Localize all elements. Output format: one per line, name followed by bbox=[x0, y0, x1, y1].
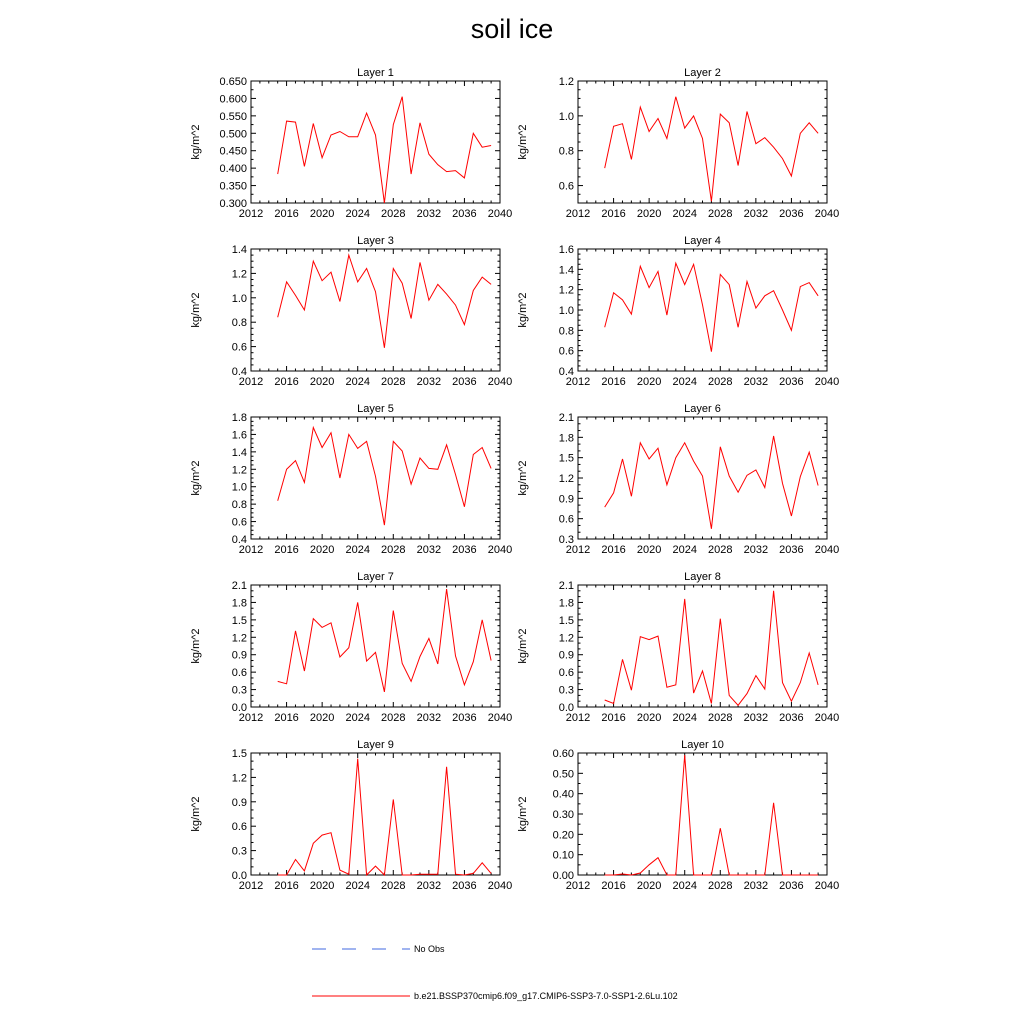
x-tick-label: 2016 bbox=[601, 880, 626, 892]
x-tick-label: 2020 bbox=[309, 712, 335, 724]
x-tick-label: 2032 bbox=[743, 544, 769, 556]
x-tick-label: 2024 bbox=[672, 376, 697, 388]
y-tick-label: 1.8 bbox=[558, 597, 574, 610]
y-tick-label: 1.5 bbox=[231, 748, 247, 760]
x-tick-label: 2024 bbox=[672, 544, 697, 556]
x-tick-label: 2024 bbox=[345, 880, 370, 892]
y-tick-label: 0.9 bbox=[558, 493, 574, 506]
y-axis-label: kg/m^2 bbox=[190, 460, 202, 496]
chart-panel-3 bbox=[190, 235, 512, 388]
x-tick-label: 2020 bbox=[309, 544, 335, 556]
x-tick-label: 2032 bbox=[416, 376, 442, 388]
y-axis-label: kg/m^2 bbox=[190, 628, 202, 664]
y-tick-label: 2.1 bbox=[231, 580, 247, 592]
x-tick-label: 2016 bbox=[601, 544, 626, 556]
series-line-1 bbox=[605, 436, 818, 529]
x-tick-label: 2036 bbox=[452, 208, 477, 220]
x-tick-label: 2036 bbox=[779, 544, 804, 556]
x-tick-label: 2040 bbox=[487, 544, 513, 556]
y-axis-label: kg/m^2 bbox=[517, 796, 529, 832]
y-tick-label: 0.450 bbox=[219, 145, 247, 158]
x-tick-label: 2012 bbox=[238, 880, 264, 892]
y-tick-label: 0.00 bbox=[552, 870, 574, 882]
x-tick-label: 2036 bbox=[779, 376, 804, 388]
x-tick-label: 2012 bbox=[238, 208, 264, 220]
x-tick-label: 2032 bbox=[743, 376, 769, 388]
series-line-1 bbox=[278, 759, 491, 875]
y-tick-label: 1.0 bbox=[231, 292, 247, 305]
y-tick-label: 0.6 bbox=[231, 341, 247, 354]
panel-title: Layer 5 bbox=[357, 403, 394, 415]
x-tick-label: 2040 bbox=[487, 376, 513, 388]
y-tick-label: 1.8 bbox=[231, 412, 247, 424]
y-tick-label: 1.2 bbox=[231, 464, 247, 477]
y-tick-label: 1.2 bbox=[558, 632, 574, 645]
y-tick-label: 1.5 bbox=[558, 614, 574, 627]
x-tick-label: 2032 bbox=[743, 712, 769, 724]
x-tick-label: 2020 bbox=[636, 208, 662, 220]
x-tick-label: 2032 bbox=[743, 208, 769, 220]
series-line-1 bbox=[278, 255, 491, 348]
x-tick-label: 2016 bbox=[274, 376, 299, 388]
y-tick-label: 0.20 bbox=[552, 829, 574, 842]
y-tick-label: 0.10 bbox=[552, 849, 574, 862]
series-line-1 bbox=[605, 263, 818, 352]
x-tick-label: 2016 bbox=[601, 376, 626, 388]
x-tick-label: 2020 bbox=[309, 208, 335, 220]
x-tick-label: 2036 bbox=[452, 880, 477, 892]
y-tick-label: 1.6 bbox=[558, 244, 574, 256]
panel-title: Layer 1 bbox=[357, 67, 394, 79]
y-tick-label: 1.5 bbox=[558, 452, 574, 465]
y-tick-label: 0.6 bbox=[231, 667, 247, 680]
x-tick-label: 2028 bbox=[708, 880, 733, 892]
series-line-1 bbox=[605, 591, 818, 706]
x-tick-label: 2028 bbox=[381, 880, 406, 892]
y-tick-label: 0.550 bbox=[219, 110, 247, 123]
x-tick-label: 2012 bbox=[565, 712, 591, 724]
y-tick-label: 0.3 bbox=[558, 684, 574, 697]
chart-panel-10 bbox=[517, 739, 839, 892]
y-tick-label: 1.4 bbox=[231, 446, 247, 459]
x-tick-label: 2016 bbox=[274, 544, 299, 556]
panel-title: Layer 10 bbox=[681, 739, 724, 751]
y-tick-label: 0.8 bbox=[558, 145, 574, 158]
chart-panel-7 bbox=[190, 571, 512, 724]
y-tick-label: 0.650 bbox=[219, 76, 247, 88]
panel-title: Layer 3 bbox=[357, 235, 394, 247]
x-tick-label: 2020 bbox=[636, 544, 662, 556]
panel-title: Layer 2 bbox=[684, 67, 721, 79]
x-tick-label: 2028 bbox=[381, 208, 406, 220]
y-tick-label: 2.1 bbox=[558, 412, 574, 424]
chart-panel-4 bbox=[517, 235, 839, 388]
chart-panel-5 bbox=[190, 403, 512, 556]
y-tick-label: 0.6 bbox=[231, 516, 247, 529]
y-tick-label: 1.5 bbox=[231, 614, 247, 627]
y-tick-label: 1.0 bbox=[558, 110, 574, 123]
y-tick-label: 0.9 bbox=[558, 649, 574, 662]
x-tick-label: 2036 bbox=[452, 712, 477, 724]
y-tick-label: 0.500 bbox=[219, 128, 247, 141]
series-line-1 bbox=[605, 755, 818, 875]
legend-label-obs: No Obs bbox=[414, 944, 445, 954]
x-tick-label: 2040 bbox=[487, 880, 513, 892]
chart-panel-9 bbox=[190, 739, 512, 892]
x-tick-label: 2012 bbox=[565, 880, 591, 892]
x-tick-label: 2040 bbox=[814, 712, 840, 724]
x-tick-label: 2040 bbox=[814, 208, 840, 220]
y-tick-label: 0.4 bbox=[231, 534, 247, 546]
y-tick-label: 1.0 bbox=[558, 305, 574, 317]
y-tick-label: 0.8 bbox=[231, 499, 247, 512]
x-tick-label: 2028 bbox=[708, 712, 733, 724]
y-tick-label: 0.50 bbox=[552, 768, 574, 781]
y-tick-label: 1.8 bbox=[231, 597, 247, 610]
y-tick-label: 1.6 bbox=[231, 429, 247, 442]
y-axis-label: kg/m^2 bbox=[517, 460, 529, 496]
chart-panel-2 bbox=[517, 67, 839, 220]
y-tick-label: 0.600 bbox=[219, 93, 247, 106]
chart-panel-6 bbox=[517, 403, 839, 556]
panel-title: Layer 8 bbox=[684, 571, 721, 583]
series-line-1 bbox=[278, 589, 491, 692]
x-tick-label: 2016 bbox=[274, 712, 299, 724]
x-tick-label: 2028 bbox=[381, 544, 406, 556]
plot-frame bbox=[251, 249, 500, 371]
chart-panel-1 bbox=[190, 67, 512, 220]
x-tick-label: 2036 bbox=[779, 712, 804, 724]
x-tick-label: 2012 bbox=[565, 376, 591, 388]
plot-frame bbox=[578, 753, 827, 875]
y-tick-label: 1.4 bbox=[558, 264, 574, 277]
y-tick-label: 0.8 bbox=[231, 317, 247, 330]
y-tick-label: 1.2 bbox=[558, 284, 574, 297]
legend-lines bbox=[312, 949, 410, 996]
y-axis-label: kg/m^2 bbox=[517, 292, 529, 328]
x-tick-label: 2040 bbox=[814, 880, 840, 892]
x-tick-label: 2040 bbox=[487, 208, 513, 220]
plot-frame bbox=[578, 249, 827, 371]
x-tick-label: 2024 bbox=[672, 208, 697, 220]
y-tick-label: 1.4 bbox=[231, 244, 247, 256]
x-tick-label: 2028 bbox=[708, 208, 733, 220]
panel-title: Layer 6 bbox=[684, 403, 721, 415]
panel-title: Layer 9 bbox=[357, 739, 394, 751]
legend-label-model: b.e21.BSSP370cmip6.f09_g17.CMIP6-SSP3-7.0-SSP1-2.6Lu.102 bbox=[414, 991, 678, 1001]
x-tick-label: 2012 bbox=[565, 208, 591, 220]
y-tick-label: 0.0 bbox=[231, 870, 247, 882]
y-tick-label: 1.2 bbox=[231, 268, 247, 281]
y-axis-label: kg/m^2 bbox=[517, 124, 529, 160]
chart-panel-8 bbox=[517, 571, 839, 724]
y-tick-label: 0.8 bbox=[558, 325, 574, 338]
y-tick-label: 0.0 bbox=[231, 702, 247, 714]
x-tick-label: 2016 bbox=[274, 208, 299, 220]
y-tick-label: 0.0 bbox=[558, 702, 574, 714]
x-tick-label: 2032 bbox=[416, 544, 442, 556]
x-tick-label: 2036 bbox=[779, 880, 804, 892]
y-tick-label: 0.4 bbox=[231, 366, 247, 378]
x-tick-label: 2024 bbox=[672, 880, 697, 892]
x-tick-label: 2016 bbox=[601, 208, 626, 220]
plot-frame bbox=[251, 585, 500, 707]
x-tick-label: 2024 bbox=[345, 208, 370, 220]
y-tick-label: 0.3 bbox=[231, 845, 247, 858]
x-tick-label: 2024 bbox=[345, 712, 370, 724]
x-tick-label: 2012 bbox=[565, 544, 591, 556]
y-tick-label: 0.6 bbox=[558, 180, 574, 193]
y-tick-label: 1.0 bbox=[231, 481, 247, 494]
panels-group bbox=[190, 67, 839, 892]
y-tick-label: 0.3 bbox=[231, 684, 247, 697]
y-tick-label: 0.4 bbox=[558, 366, 574, 378]
y-tick-label: 0.400 bbox=[219, 163, 247, 176]
x-tick-label: 2032 bbox=[743, 880, 769, 892]
y-axis-label: kg/m^2 bbox=[190, 796, 202, 832]
panel-title: Layer 4 bbox=[684, 235, 721, 247]
x-tick-label: 2020 bbox=[636, 880, 662, 892]
x-tick-label: 2028 bbox=[381, 712, 406, 724]
y-axis-label: kg/m^2 bbox=[517, 628, 529, 664]
figure-title: soil ice bbox=[470, 14, 554, 44]
x-tick-label: 2024 bbox=[672, 712, 697, 724]
y-tick-label: 0.6 bbox=[231, 821, 247, 834]
y-tick-label: 1.2 bbox=[558, 473, 574, 485]
series-line-1 bbox=[278, 428, 491, 526]
x-tick-label: 2020 bbox=[636, 712, 662, 724]
y-tick-label: 1.2 bbox=[231, 632, 247, 645]
y-tick-label: 2.1 bbox=[558, 580, 574, 592]
series-line-1 bbox=[278, 97, 491, 203]
x-tick-label: 2036 bbox=[452, 376, 477, 388]
x-tick-label: 2040 bbox=[814, 544, 840, 556]
x-tick-label: 2032 bbox=[416, 880, 442, 892]
x-tick-label: 2036 bbox=[452, 544, 477, 556]
x-tick-label: 2032 bbox=[416, 712, 442, 724]
series-line-1 bbox=[605, 97, 818, 202]
x-tick-label: 2012 bbox=[238, 544, 264, 556]
y-tick-label: 0.60 bbox=[552, 748, 574, 760]
x-tick-label: 2028 bbox=[381, 376, 406, 388]
y-tick-label: 1.2 bbox=[231, 772, 247, 785]
x-tick-label: 2036 bbox=[779, 208, 804, 220]
x-tick-label: 2020 bbox=[309, 880, 335, 892]
x-tick-label: 2028 bbox=[708, 544, 733, 556]
x-tick-label: 2016 bbox=[274, 880, 299, 892]
y-tick-label: 1.8 bbox=[558, 432, 574, 445]
x-tick-label: 2020 bbox=[636, 376, 662, 388]
x-tick-label: 2040 bbox=[487, 712, 513, 724]
y-tick-label: 0.40 bbox=[552, 788, 574, 801]
y-axis-label: kg/m^2 bbox=[190, 124, 202, 160]
y-axis-label: kg/m^2 bbox=[190, 292, 202, 328]
x-tick-label: 2016 bbox=[601, 712, 626, 724]
x-tick-label: 2012 bbox=[238, 712, 264, 724]
plot-frame bbox=[578, 585, 827, 707]
y-tick-label: 0.3 bbox=[558, 534, 574, 546]
panel-title: Layer 7 bbox=[357, 571, 394, 583]
plot-frame bbox=[251, 753, 500, 875]
y-tick-label: 0.9 bbox=[231, 649, 247, 662]
x-tick-label: 2024 bbox=[345, 544, 370, 556]
y-tick-label: 0.6 bbox=[558, 513, 574, 526]
y-tick-label: 0.300 bbox=[219, 198, 247, 210]
y-tick-label: 1.2 bbox=[558, 76, 574, 88]
x-tick-label: 2028 bbox=[708, 376, 733, 388]
x-tick-label: 2012 bbox=[238, 376, 264, 388]
y-tick-label: 0.9 bbox=[231, 796, 247, 809]
plot-frame bbox=[251, 81, 500, 203]
y-tick-label: 0.6 bbox=[558, 345, 574, 358]
x-tick-label: 2040 bbox=[814, 376, 840, 388]
x-tick-label: 2032 bbox=[416, 208, 442, 220]
y-tick-label: 0.30 bbox=[552, 809, 574, 821]
x-tick-label: 2020 bbox=[309, 376, 335, 388]
y-tick-label: 0.350 bbox=[219, 180, 247, 193]
x-tick-label: 2024 bbox=[345, 376, 370, 388]
y-tick-label: 0.6 bbox=[558, 667, 574, 680]
